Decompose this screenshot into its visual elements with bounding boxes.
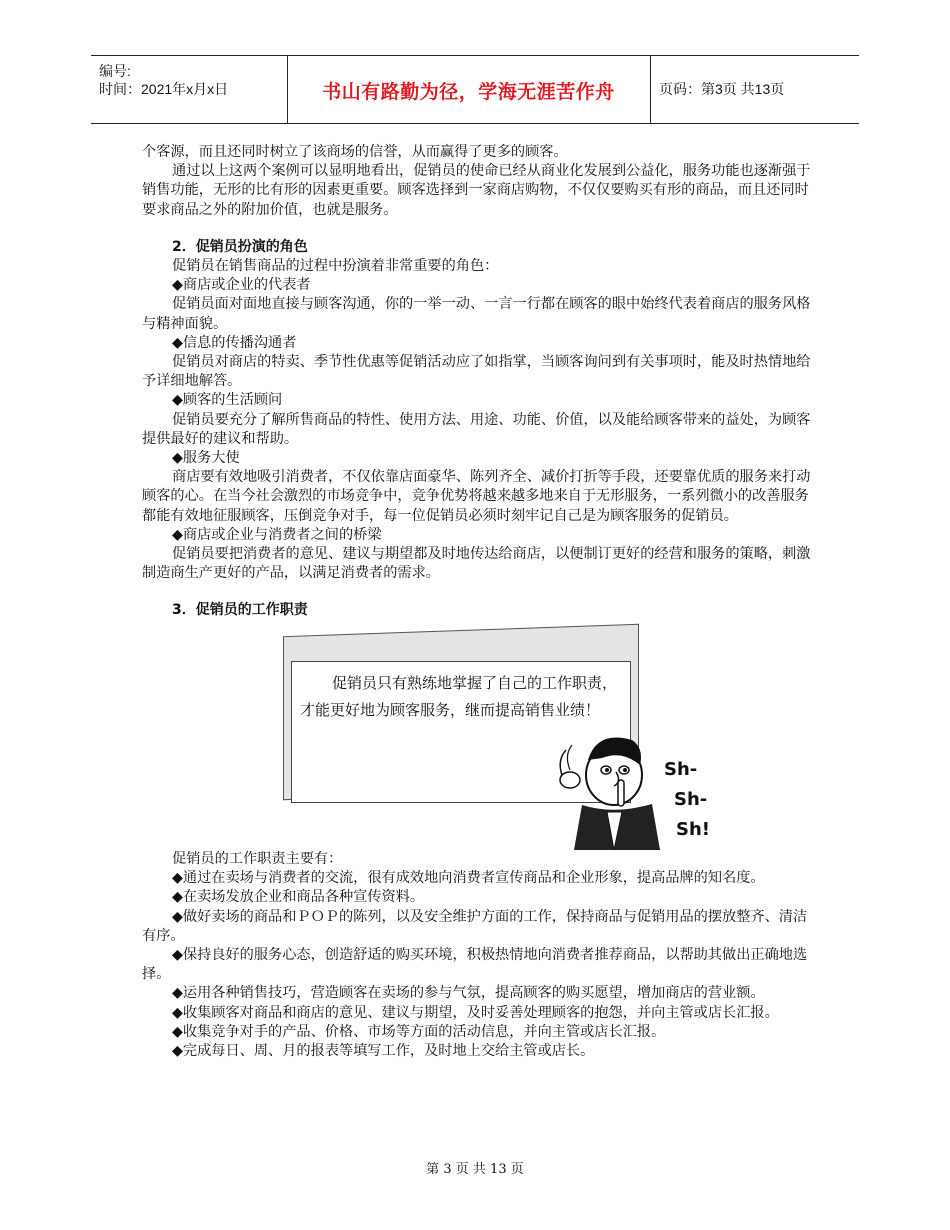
- page-footer: 第 3 页 共 13 页: [426, 1162, 524, 1177]
- duty-item: ◆收集顾客对商品和商店的意见、建议与期望，及时妥善处理顾客的抱怨，并向主管或店长汇报。: [172, 1004, 779, 1021]
- section-heading: 2．促销员扮演的角色: [172, 238, 308, 255]
- duty-item: ◆在卖场发放企业和商品各种宣传资料。: [172, 889, 425, 906]
- paragraph: 促销员的工作职责主要有：: [172, 851, 343, 867]
- header-divider: [650, 56, 651, 123]
- cartoon-text: Sh-: [674, 789, 708, 810]
- document-body: [142, 143, 812, 621]
- doc-time-label: 时间：2021年x月x日: [99, 81, 229, 97]
- role-title: ◆服务大使: [172, 450, 240, 467]
- role-text: 商店要有效地吸引消费者，不仅依靠店面豪华、陈列齐全、减价打折等手段，还要靠优质的服务来打动顾客的心。在当今社会激烈的市场竞争中，竞争优势将越来越多地来自于无形服务，一系列微小的改善服务都能有效地征服顾客，压倒竞争对手，每一位促销员必须时刻牢记自己是为顾客服务的促销员。: [142, 469, 811, 524]
- role-title: ◆商店或企业与消费者之间的桥梁: [172, 526, 382, 543]
- paragraph: 通过以上这两个案例可以显明地看出，促销员的使命已经从商业化发展到公益化，服务功能也逐渐强于销售功能，无形的比有形的因素更重要。顾客选择到一家商店购物，不仅仅要购买有形的商品，而且还同时要求商品之外的附加价值，也就是服务。: [142, 163, 811, 218]
- document-body-duties: [142, 850, 812, 1061]
- callout-text: 促销员只有熟练地掌握了自己的工作职责，才能更好地为顾客服务，继而提高销售业绩！: [300, 674, 618, 719]
- header-meta: [99, 62, 285, 98]
- shushing-man-illustration: [552, 720, 717, 850]
- duty-item: ◆保持良好的服务心态，创造舒适的购买环境，积极热情地向消费者推荐商品，以帮助其做出正确地选择。: [142, 947, 808, 983]
- header-page-info: 页码：第3页 共13页: [659, 81, 785, 97]
- duty-item: ◆收集竞争对手的产品、价格、市场等方面的活动信息，并向主管或店长汇报。: [172, 1023, 666, 1040]
- role-text: 促销员要把消费者的意见、建议与期望都及时地传达给商店，以便制订更好的经营和服务的策略，刺激制造商生产更好的产品，以满足消费者的需求。: [142, 546, 811, 582]
- role-title: ◆信息的传播沟通者: [172, 334, 297, 351]
- cartoon-text: Sh!: [676, 819, 710, 840]
- cartoon-text: Sh-: [664, 759, 698, 780]
- role-text: 促销员要充分了解所售商品的特性、使用方法、用途、功能、价值，以及能给顾客带来的益处，为顾客提供最好的建议和帮助。: [142, 411, 811, 447]
- header-motto: 书山有路勤为径，学海无涯苦作舟: [322, 81, 615, 103]
- page-header: [91, 55, 859, 124]
- doc-number-label: 编号:: [99, 63, 131, 79]
- duty-item: ◆通过在卖场与消费者的交流，很有成效地向消费者宣传商品和企业形象，提高品牌的知名度。: [172, 870, 765, 887]
- role-title: ◆顾客的生活顾问: [172, 392, 283, 409]
- role-title: ◆商店或企业的代表者: [172, 277, 311, 294]
- duty-item: ◆完成每日、周、月的报表等填写工作，及时地上交给主管或店长。: [172, 1043, 595, 1060]
- role-text: 促销员对商店的特卖、季节性优惠等促销活动应了如指掌，当顾客询问到有关事项时，能及时热情地给予详细地解答。: [142, 354, 811, 390]
- paragraph: 促销员在销售商品的过程中扮演着非常重要的角色：: [172, 258, 499, 275]
- section-heading: 3．促销员的工作职责: [172, 602, 308, 619]
- duty-item: ◆做好卖场的商品和ＰＯＰ的陈列，以及安全维护方面的工作，保持商品与促销用品的摆放整齐、清洁有序。: [142, 908, 808, 944]
- role-text: 促销员面对面地直接与顾客沟通，你的一举一动、一言一行都在顾客的眼中始终代表着商店的服务风格与精神面貌。: [142, 296, 811, 332]
- duty-item: ◆运用各种销售技巧，营造顾客在卖场的参与气氛，提高顾客的购买愿望，增加商店的营业额。: [172, 985, 765, 1002]
- paragraph: 个客源，而且还同时树立了该商场的信誉，从而赢得了更多的顾客。: [142, 144, 568, 160]
